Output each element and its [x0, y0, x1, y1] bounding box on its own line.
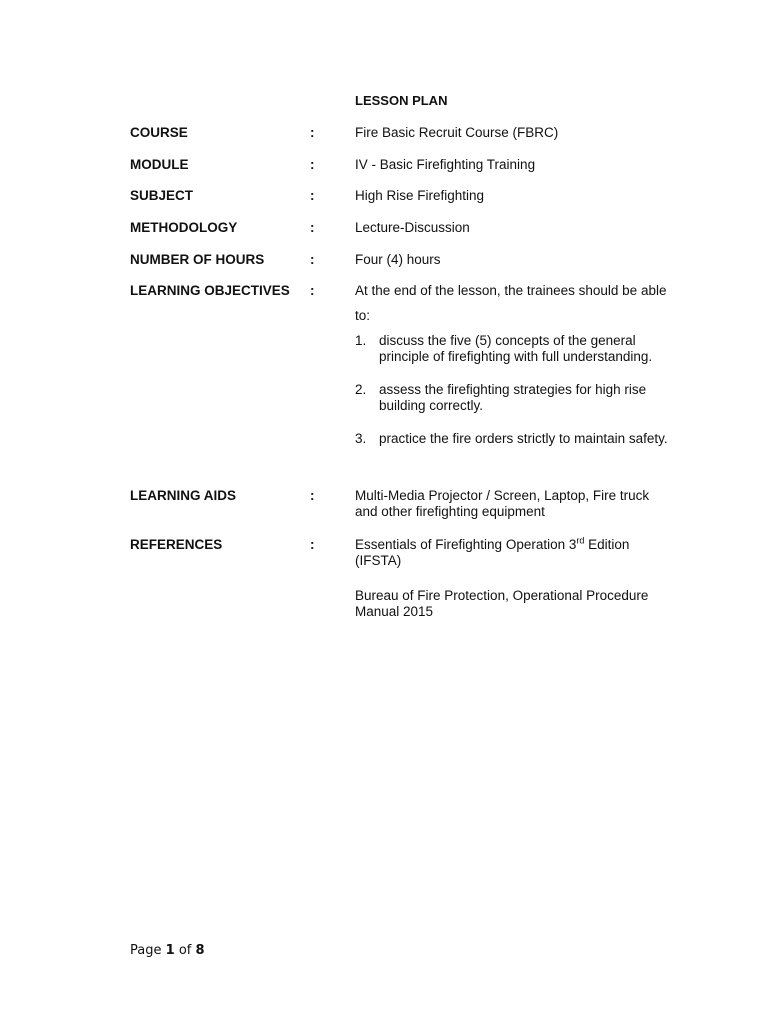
reference-text: Essentials of Firefighting Operation 3	[355, 537, 577, 552]
subject-colon: :	[310, 188, 315, 203]
course-colon: :	[310, 125, 315, 140]
page-number-footer	[130, 943, 205, 958]
module-value: IV - Basic Firefighting Training	[355, 157, 536, 172]
subject-value: High Rise Firefighting	[355, 188, 485, 203]
methodology-value: Lecture-Discussion	[355, 220, 470, 235]
objective-text: discuss the five (5) concepts of the general principle of firefighting with full understanding.	[379, 333, 653, 364]
current-page: 1	[165, 943, 175, 958]
reference-item-2: Bureau of Fire Protection, Operational Procedure Manual 2015	[355, 588, 649, 619]
of-word: of	[178, 943, 192, 958]
objectives-label: LEARNING OBJECTIVES	[130, 283, 290, 298]
aids-colon: :	[310, 488, 315, 503]
module-colon: :	[310, 157, 315, 172]
objective-text: assess the firefighting strategies for high rise building correctly.	[379, 382, 647, 413]
objective-item	[355, 333, 675, 365]
reference-text-cont: Edition (IFSTA)	[355, 537, 630, 568]
objective-text: practice the fire orders strictly to maintain safety.	[379, 431, 668, 446]
references-label: REFERENCES	[130, 537, 223, 552]
course-label: COURSE	[130, 125, 188, 140]
total-pages: 8	[195, 943, 205, 958]
hours-colon: :	[310, 252, 315, 267]
aids-label: LEARNING AIDS	[130, 488, 237, 503]
aids-value: Multi-Media Projector / Screen, Laptop, Fire truck and other firefighting equipment	[355, 488, 650, 519]
references-colon: :	[310, 537, 315, 552]
subject-label: SUBJECT	[130, 188, 194, 203]
objectives-intro-line1: At the end of the lesson, the trainees should be able	[355, 283, 667, 298]
reference-item	[355, 537, 655, 569]
objectives-intro-line2: to:	[355, 308, 371, 323]
module-label: MODULE	[130, 157, 189, 172]
objective-item	[355, 431, 675, 447]
hours-label: NUMBER OF HOURS	[130, 252, 265, 267]
reference-superscript: rd	[576, 535, 585, 546]
objective-number: 2.	[355, 382, 367, 397]
page-word: Page	[130, 943, 162, 958]
hours-value: Four (4) hours	[355, 252, 441, 267]
objective-number: 3.	[355, 431, 367, 446]
course-value: Fire Basic Recruit Course (FBRC)	[355, 125, 559, 140]
objectives-list	[355, 333, 675, 464]
methodology-label: METHODOLOGY	[130, 220, 238, 235]
objective-item	[355, 382, 675, 414]
objectives-colon: :	[310, 283, 315, 298]
page-title: LESSON PLAN	[355, 93, 448, 108]
methodology-colon: :	[310, 220, 315, 235]
objective-number: 1.	[355, 333, 367, 348]
